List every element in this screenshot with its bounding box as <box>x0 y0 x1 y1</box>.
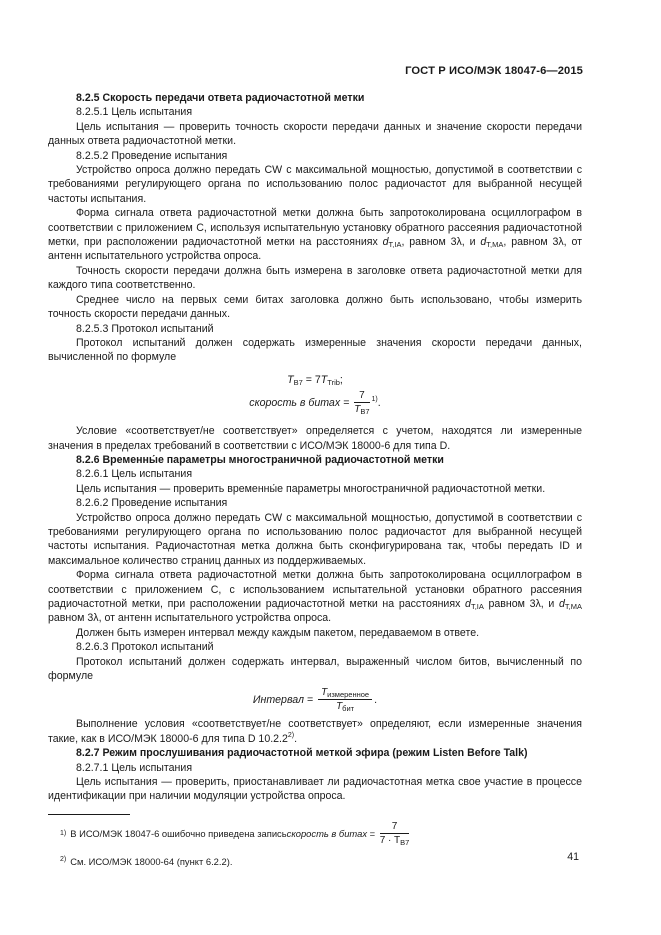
section-8-2-6-heading: 8.2.6 Временны́е параметры многостраничной радиочастотной метки <box>76 453 444 466</box>
paragraph: Протокол испытаний должен содержать интервал, выраженный числом битов, вычисленный по формуле <box>48 655 582 683</box>
paragraph <box>48 717 582 746</box>
subscript: измеренное <box>327 690 370 700</box>
formula-symbol: T <box>287 373 294 386</box>
section-8-2-5-3-title: 8.2.5.3 Протокол испытаний <box>76 322 214 335</box>
section-8-2-7-heading: 8.2.7 Режим прослушивания радиочастотной меткой эфира (режим Listen Before Talk) <box>76 747 528 760</box>
paragraph: Среднее число на первых семи битах заголовка должно быть использовано, чтобы измерить точность скорости передачи данных. <box>48 293 582 321</box>
footnote-text: В ИСО/МЭК 18047-6 ошибочно приведена запись <box>70 828 287 840</box>
fraction-numerator: 7 <box>380 821 410 834</box>
paragraph: Условие «соответствует/не соответствует» определяется с учетом, находятся ли измеренные значения в пределах требований в соответствии с ИСО/МЭК 18000-6 для типа D. <box>48 425 582 452</box>
formula-text: . <box>377 396 381 409</box>
section-8-2-6-2-title: 8.2.6.2 Проведение испытания <box>76 497 228 510</box>
section-8-2-5-1-title: 8.2.5.1 Цель испытания <box>76 106 193 119</box>
formula-interval <box>48 687 582 713</box>
document-header: ГОСТ Р ИСО/МЭК 18047-6—2015 <box>405 65 583 77</box>
formula-text: скорость в битах = <box>249 396 353 409</box>
section-8-2-6-1-title: 8.2.6.1 Цель испытания <box>76 468 193 481</box>
formula-text: ; <box>339 373 343 386</box>
subscript: T,IA <box>470 602 484 611</box>
formula-text: 7 · T <box>379 834 401 846</box>
paragraph: Цель испытания — проверить временны́е параметры многостраничной радиочастотной метки. <box>76 482 546 495</box>
text-run: равном 3λ, от антенн испытательного устройства опроса. <box>48 612 332 625</box>
fraction-denominator <box>318 700 372 713</box>
symbol-d: d <box>559 598 565 610</box>
text-run: . <box>294 732 298 745</box>
subscript: B7 <box>293 377 303 387</box>
fraction-denominator <box>380 834 410 847</box>
paragraph: Должен быть измерен интервал между каждым пакетом, передаваемом в ответе. <box>76 626 480 639</box>
paragraph <box>48 568 582 626</box>
paragraph: Точность скорости передачи должна быть измерена в заголовке ответа радиочастотной метки для каждого типа соответственно. <box>48 264 582 292</box>
text-run: Форма сигнала ответа радиочастотной метки должна быть запротоколирована осциллографом в соответствии с приложением С, с использованием испытательной установки обратного рассеяния радиочастотной метки, при расположении радиочастотной метки на расстояниях <box>48 569 582 610</box>
text-run: Форма сигнала ответа радиочастотной метки должна быть запротоколирована осциллографом в соответствии с приложением С, используя испытательную установку обратного рассеяния радиочастотной метки, при расположении радиочастотной метки на расстояниях <box>48 207 582 249</box>
text-run: равном 3λ, от антенн испытательного устройства опроса. <box>48 236 582 263</box>
formula-symbol: T <box>320 373 328 386</box>
subscript: T,MA <box>486 240 504 250</box>
paragraph: Протокол испытаний должен содержать измеренные значения скорости передачи данных, вычисленной по формуле <box>48 336 582 364</box>
formula-text: . <box>374 694 378 707</box>
footnote-ref: 2) <box>287 731 295 739</box>
formula-symbol: T <box>354 404 361 416</box>
footnote-mark: 1) <box>60 830 67 838</box>
footnote-divider <box>48 814 130 815</box>
document-body <box>48 91 582 868</box>
subscript: T,IA <box>388 240 402 250</box>
fraction <box>380 821 410 847</box>
formula-text: = 7 <box>302 373 321 386</box>
footnote-1 <box>48 821 582 847</box>
subscript: Trib <box>327 377 340 387</box>
section-8-2-5-2-title: 8.2.5.2 Проведение испытания <box>76 149 228 162</box>
fraction <box>318 687 372 713</box>
subscript: T,MA <box>564 602 582 611</box>
footnote-text: = <box>367 828 378 840</box>
page-number: 41 <box>567 851 579 863</box>
paragraph: Устройство опроса должно передать CW с максимальной мощностью, допустимой в соответствии с требованиями регулирующего органа по использованию полос радиочастот для выбранной несущей частоты испытания. Радиочастотная метка должна быть сконфигурирована так, чтобы передать ID и максимальное количество страниц данных из поддерживаемых. <box>48 511 582 567</box>
paragraph: Цель испытания — проверить точность скорости передачи данных и значение скорости передачи данных ответа радиочастотной метки. <box>48 120 582 148</box>
fraction-denominator <box>354 403 369 416</box>
section-8-2-6-3-title: 8.2.6.3 Протокол испытаний <box>76 641 214 654</box>
paragraph: Устройство опроса должно передать CW с максимальной мощностью, допустимой в соответствии с требованиями регулирующего органа по использованию полос радиочастот для выбранной несущей частоты испытания. <box>48 164 582 205</box>
text-run: равном 3λ, и <box>404 236 481 249</box>
formula-tb7 <box>48 373 582 387</box>
section-8-2-5-heading: 8.2.5 Скорость передачи ответа радиочастотной метки <box>76 92 365 104</box>
symbol-d: d <box>382 236 389 249</box>
subscript: бит <box>342 704 355 714</box>
footnote-text: См. ИСО/МЭК 18000-64 (пункт 6.2.2). <box>70 855 233 867</box>
paragraph: Форма сигнала ответа радиочастотной метки должна быть запротоколирована осциллографом в соответствии с приложением С, используя испытательную установку обратного рассеяния радиочастотной метки, при расположении радиочастотной метки на расстояниях $d_{T,IA}$, равном 3λ, и $d_{T,MA}$, равном 3λ, от антенн испытательного устройства опроса. <box>48 207 582 263</box>
section-8-2-7-1-title: 8.2.7.1 Цель испытания <box>76 761 193 774</box>
fraction <box>354 390 369 416</box>
formula-text: Интервал = <box>252 694 317 707</box>
symbol-d: d <box>480 236 487 249</box>
fraction-numerator <box>318 687 372 700</box>
formula-bitrate <box>48 390 582 416</box>
subscript: B7 <box>360 407 370 417</box>
footnote-ref: 1) <box>371 395 378 403</box>
formula-symbol: T <box>336 701 343 713</box>
formula-symbol: T <box>321 687 328 699</box>
subscript: B7 <box>400 837 410 847</box>
text-run: Выполнение условия «соответствует/не соответствует» определяют, если измеренные значения такие, как в ИСО/МЭК 18000-6 для типа D 10.2.2 <box>48 718 582 745</box>
text-run: равном 3λ, и <box>483 598 559 610</box>
footnote-italic: скорость в битах <box>286 828 368 840</box>
symbol-d: d <box>465 598 471 610</box>
paragraph: Цель испытания — проверить, приостанавливает ли радиочастотная метка свое участие в процессе идентификации при наличии модуляции устройства опроса. <box>48 776 582 803</box>
fraction-numerator: 7 <box>354 390 369 403</box>
footnote-mark: 2) <box>60 855 67 863</box>
footnote-2 <box>48 853 582 868</box>
